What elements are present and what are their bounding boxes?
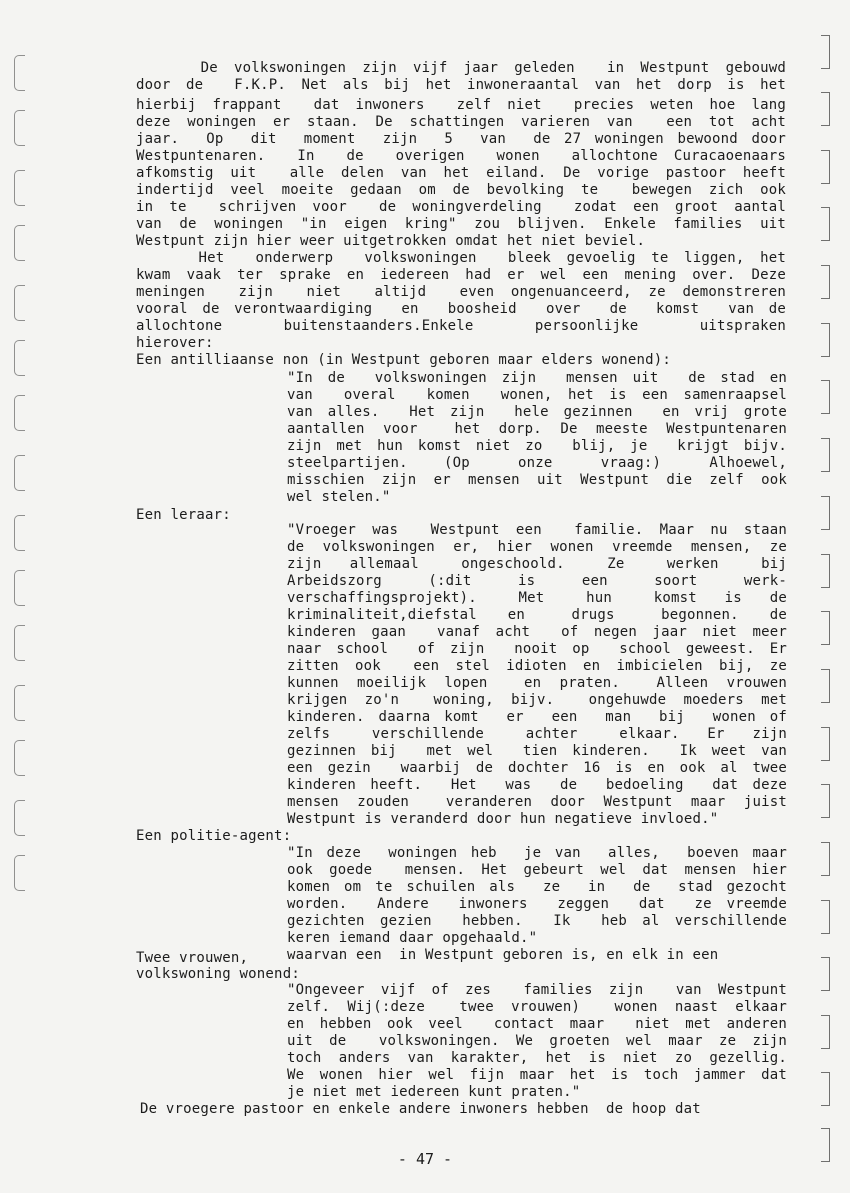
quote-line: van overal komen wonen, het is een samenraapsel bbox=[287, 387, 787, 403]
paragraph-line: van de woningen "in eigen kring" zou blijven. Enkele families uit bbox=[136, 216, 786, 232]
quote-line: een gezin waarbij de dochter 16 is en ook al twee bbox=[287, 760, 787, 776]
quote-line: van alles. Het zijn hele gezinnen en vrij grote bbox=[287, 404, 787, 420]
paragraph-line: hierover: bbox=[136, 335, 214, 351]
quote-line: zelfs verschillende achter elkaar. Er zijn bbox=[287, 726, 787, 742]
quote-line: keren iemand daar opgehaald." bbox=[287, 930, 538, 946]
binder-tab bbox=[821, 207, 830, 241]
paragraph-line: Westpuntenaren. In de overigen wonen allochtone Curacaoenaars bbox=[136, 148, 786, 164]
quote-line: kinderen gaan vanaf acht of negen jaar niet meer bbox=[287, 624, 787, 640]
quote-line: gezichten gezien hebben. Ik heb al verschillende bbox=[287, 913, 787, 929]
binder-tab bbox=[821, 611, 830, 645]
binding-hole bbox=[14, 110, 25, 146]
quote-line: "In de volkswoningen zijn mensen uit de stad en bbox=[287, 370, 787, 386]
quote-line: "Vroeger was Westpunt een familie. Maar nu staan bbox=[287, 522, 787, 538]
paragraph-line: meningen zijn niet altijd even ongenuanceerd, ze demonstreren bbox=[136, 284, 786, 300]
quote-line: zelf. Wij(:deze twee vrouwen) wonen naast elkaar bbox=[287, 999, 787, 1015]
paragraph-line: Het onderwerp volkswoningen bleek gevoelig te liggen, het bbox=[136, 250, 786, 266]
binding-hole bbox=[14, 170, 25, 206]
quote-line: worden. Andere inwoners zeggen dat ze vreemde bbox=[287, 896, 787, 912]
paragraph-line: kwam vaak ter sprake en iedereen had er wel een mening over. Deze bbox=[136, 267, 786, 283]
quote-line: kinderen heeft. Het was de bedoeling dat deze bbox=[287, 777, 787, 793]
paragraph-line: allochtone buitenstaanders.Enkele persoonlijke uitspraken bbox=[136, 318, 786, 334]
quote-line: "In deze woningen heb je van alles, boeven maar bbox=[287, 845, 787, 861]
binder-tab bbox=[821, 669, 830, 703]
binder-tab bbox=[821, 380, 830, 414]
binder-tab bbox=[821, 784, 830, 818]
quote-line: kriminaliteit,diefstal en drugs begonnen. de bbox=[287, 607, 787, 623]
quote-line: zijn met hun komst niet zo blij, je krijgt bijv. bbox=[287, 438, 787, 454]
quote-line: verschaffingsprojekt). Met hun komst is de bbox=[287, 590, 787, 606]
binding-hole bbox=[14, 800, 25, 836]
quote-line: komen om te schuilen als ze in de stad gezocht bbox=[287, 879, 787, 895]
speaker-description: waarvan een in Westpunt geboren is, en elk in een bbox=[287, 947, 719, 963]
quote-line: gezinnen bij met wel tien kinderen. Ik weet van bbox=[287, 743, 787, 759]
binding-hole bbox=[14, 285, 25, 321]
quote-line: mensen zouden veranderen door Westpunt maar juist bbox=[287, 794, 787, 810]
quote-line: We wonen hier wel fijn maar het is toch jammer dat bbox=[287, 1067, 787, 1083]
paragraph-line: in te schrijven voor de woningverdeling zodat een groot aantal bbox=[136, 199, 786, 215]
speaker-label: Een antilliaanse non (in Westpunt geboren maar elders wonend): bbox=[136, 352, 671, 368]
paragraph-line: Westpunt zijn hier weer uitgetrokken omdat het niet beviel. bbox=[136, 233, 646, 249]
quote-line: ook goede mensen. Het gebeurt wel dat mensen hier bbox=[287, 862, 787, 878]
speaker-label: Een leraar: bbox=[136, 507, 231, 523]
paragraph-line: jaar. Op dit moment zijn 5 van de 27 woningen bewoond door bbox=[136, 131, 786, 147]
binding-hole bbox=[14, 855, 25, 891]
binder-tab bbox=[821, 1015, 830, 1049]
binding-hole bbox=[14, 55, 25, 91]
binding-hole bbox=[14, 570, 25, 606]
binder-tab bbox=[821, 496, 830, 530]
binder-tab bbox=[821, 957, 830, 991]
paragraph-line: hierbij frappant dat inwoners zelf niet precies weten hoe lang bbox=[136, 97, 786, 113]
binder-tab bbox=[821, 323, 830, 357]
quote-line: zitten ook een stel idioten en imbicielen bij, ze bbox=[287, 658, 787, 674]
quote-line: naar school of zijn nooit op school geweest. Er bbox=[287, 641, 787, 657]
binder-tab bbox=[821, 842, 830, 876]
binder-tab bbox=[821, 438, 830, 472]
binder-tab bbox=[821, 35, 830, 69]
quote-line: zijn allemaal ongeschoold. Ze werken bij bbox=[287, 556, 787, 572]
quote-line: wel stelen." bbox=[287, 489, 391, 505]
binder-tab bbox=[821, 1072, 830, 1106]
paragraph-line: door de F.K.P. Net als bij het inwoneraantal van het dorp is het bbox=[136, 77, 786, 93]
binding-hole bbox=[14, 225, 25, 261]
quote-line: krijgen zo'n woning, bijv. ongehuwde moeders met bbox=[287, 692, 787, 708]
binding-hole bbox=[14, 455, 25, 491]
binder-tab bbox=[821, 92, 830, 126]
quote-line: steelpartijen. (Op onze vraag:) Alhoewel, bbox=[287, 455, 787, 471]
quote-line: uit de volkswoningen. We groeten wel maar ze zijn bbox=[287, 1033, 787, 1049]
quote-line: je niet met iedereen kunt praten." bbox=[287, 1084, 581, 1100]
paragraph-line: De volkswoningen zijn vijf jaar geleden in Westpunt gebouwd bbox=[136, 60, 786, 76]
binding-hole bbox=[14, 515, 25, 551]
speaker-label: Twee vrouwen, bbox=[136, 950, 249, 966]
paragraph-line: indertijd veel moeite gedaan om de bevolking te bewegen zich ook bbox=[136, 182, 786, 198]
binder-tab bbox=[821, 150, 830, 184]
binding-hole bbox=[14, 685, 25, 721]
binder-tab bbox=[821, 265, 830, 299]
quote-line: Westpunt is veranderd door hun negatieve invloed." bbox=[287, 811, 719, 827]
quote-line: de volkswoningen er, hier wonen vreemde mensen, ze bbox=[287, 539, 787, 555]
quote-line: aantallen voor het dorp. De meeste Westpuntenaren bbox=[287, 421, 787, 437]
binding-hole bbox=[14, 740, 25, 776]
paragraph-line: deze woningen er staan. De schattingen varieren van een tot acht bbox=[136, 114, 786, 130]
quote-line: kunnen moeilijk lopen en praten. Alleen vrouwen bbox=[287, 675, 787, 691]
quote-line: Arbeidszorg (:dit is een soort werk- bbox=[287, 573, 787, 589]
binder-tab bbox=[821, 554, 830, 588]
quote-line: "Ongeveer vijf of zes families zijn van Westpunt bbox=[287, 982, 787, 998]
closing-line: De vroegere pastoor en enkele andere inwoners hebben de hoop dat bbox=[140, 1101, 701, 1117]
quote-line: en hebben ook veel contact maar niet met anderen bbox=[287, 1016, 787, 1032]
binding-hole bbox=[14, 340, 25, 376]
binding-hole bbox=[14, 395, 25, 431]
binder-tab bbox=[821, 900, 830, 934]
binder-tab bbox=[821, 727, 830, 761]
page-number: - 47 - bbox=[397, 1150, 453, 1168]
binding-hole bbox=[14, 625, 25, 661]
quote-line: kinderen. daarna komt er een man bij wonen of bbox=[287, 709, 787, 725]
paragraph-line: vooral de verontwaardiging en boosheid over de komst van de bbox=[136, 301, 786, 317]
speaker-label: Een politie-agent: bbox=[136, 828, 292, 844]
paragraph-line: afkomstig uit alle delen van het eiland. De vorige pastoor heeft bbox=[136, 165, 786, 181]
speaker-description-cont: volkswoning wonend: bbox=[136, 966, 300, 982]
quote-line: toch anders van karakter, het is niet zo gezellig. bbox=[287, 1050, 787, 1066]
quote-line: misschien zijn er mensen uit Westpunt die zelf ook bbox=[287, 472, 787, 488]
